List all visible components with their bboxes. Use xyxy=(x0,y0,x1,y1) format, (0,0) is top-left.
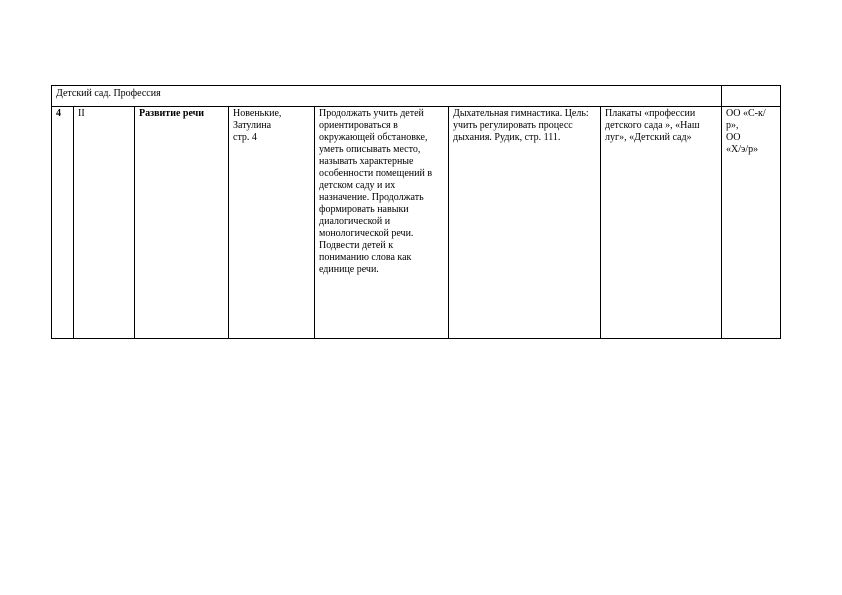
section-title: Детский сад. Профессия xyxy=(56,88,161,99)
lesson-number-cell xyxy=(52,107,74,339)
lesson-row xyxy=(52,107,781,339)
section-title-cell xyxy=(52,86,722,107)
section-header-empty-cell xyxy=(722,86,781,107)
lesson-activity: Развитие речи xyxy=(139,108,205,119)
lesson-number: 4 xyxy=(56,108,61,119)
lesson-materials-cell xyxy=(601,107,722,339)
lesson-goals-cell xyxy=(315,107,449,339)
section-header-row xyxy=(52,86,781,107)
lesson-plan-table xyxy=(51,85,781,339)
lesson-goals: Продолжать учить детей ориентироваться в окружающей обстановке, уметь описывать место, называть характерные особенности помещений в детском саду и их назначение. Продолжать формировать навыки диалогической и монологической речи. Подвести детей к пониманию слова как единице речи. xyxy=(319,108,433,275)
lesson-exercise: Дыхательная гимнастика. Цель: учить регулировать процесс дыхания. Рудик, стр. 111. xyxy=(453,108,589,143)
lesson-source-cell xyxy=(229,107,315,339)
lesson-exercise-cell xyxy=(449,107,601,339)
lesson-materials: Плакаты «профессии детского сада », «Наш луг», «Детский сад» xyxy=(605,108,700,143)
lesson-week-cell xyxy=(74,107,135,339)
lesson-integration: ОО «С-к/р», ОО «Х/э/р» xyxy=(726,108,766,155)
lesson-integration-cell xyxy=(722,107,781,339)
lesson-source: Новенькие, Затулина стр. 4 xyxy=(233,108,282,143)
lesson-week: II xyxy=(78,108,85,119)
lesson-activity-cell xyxy=(135,107,229,339)
